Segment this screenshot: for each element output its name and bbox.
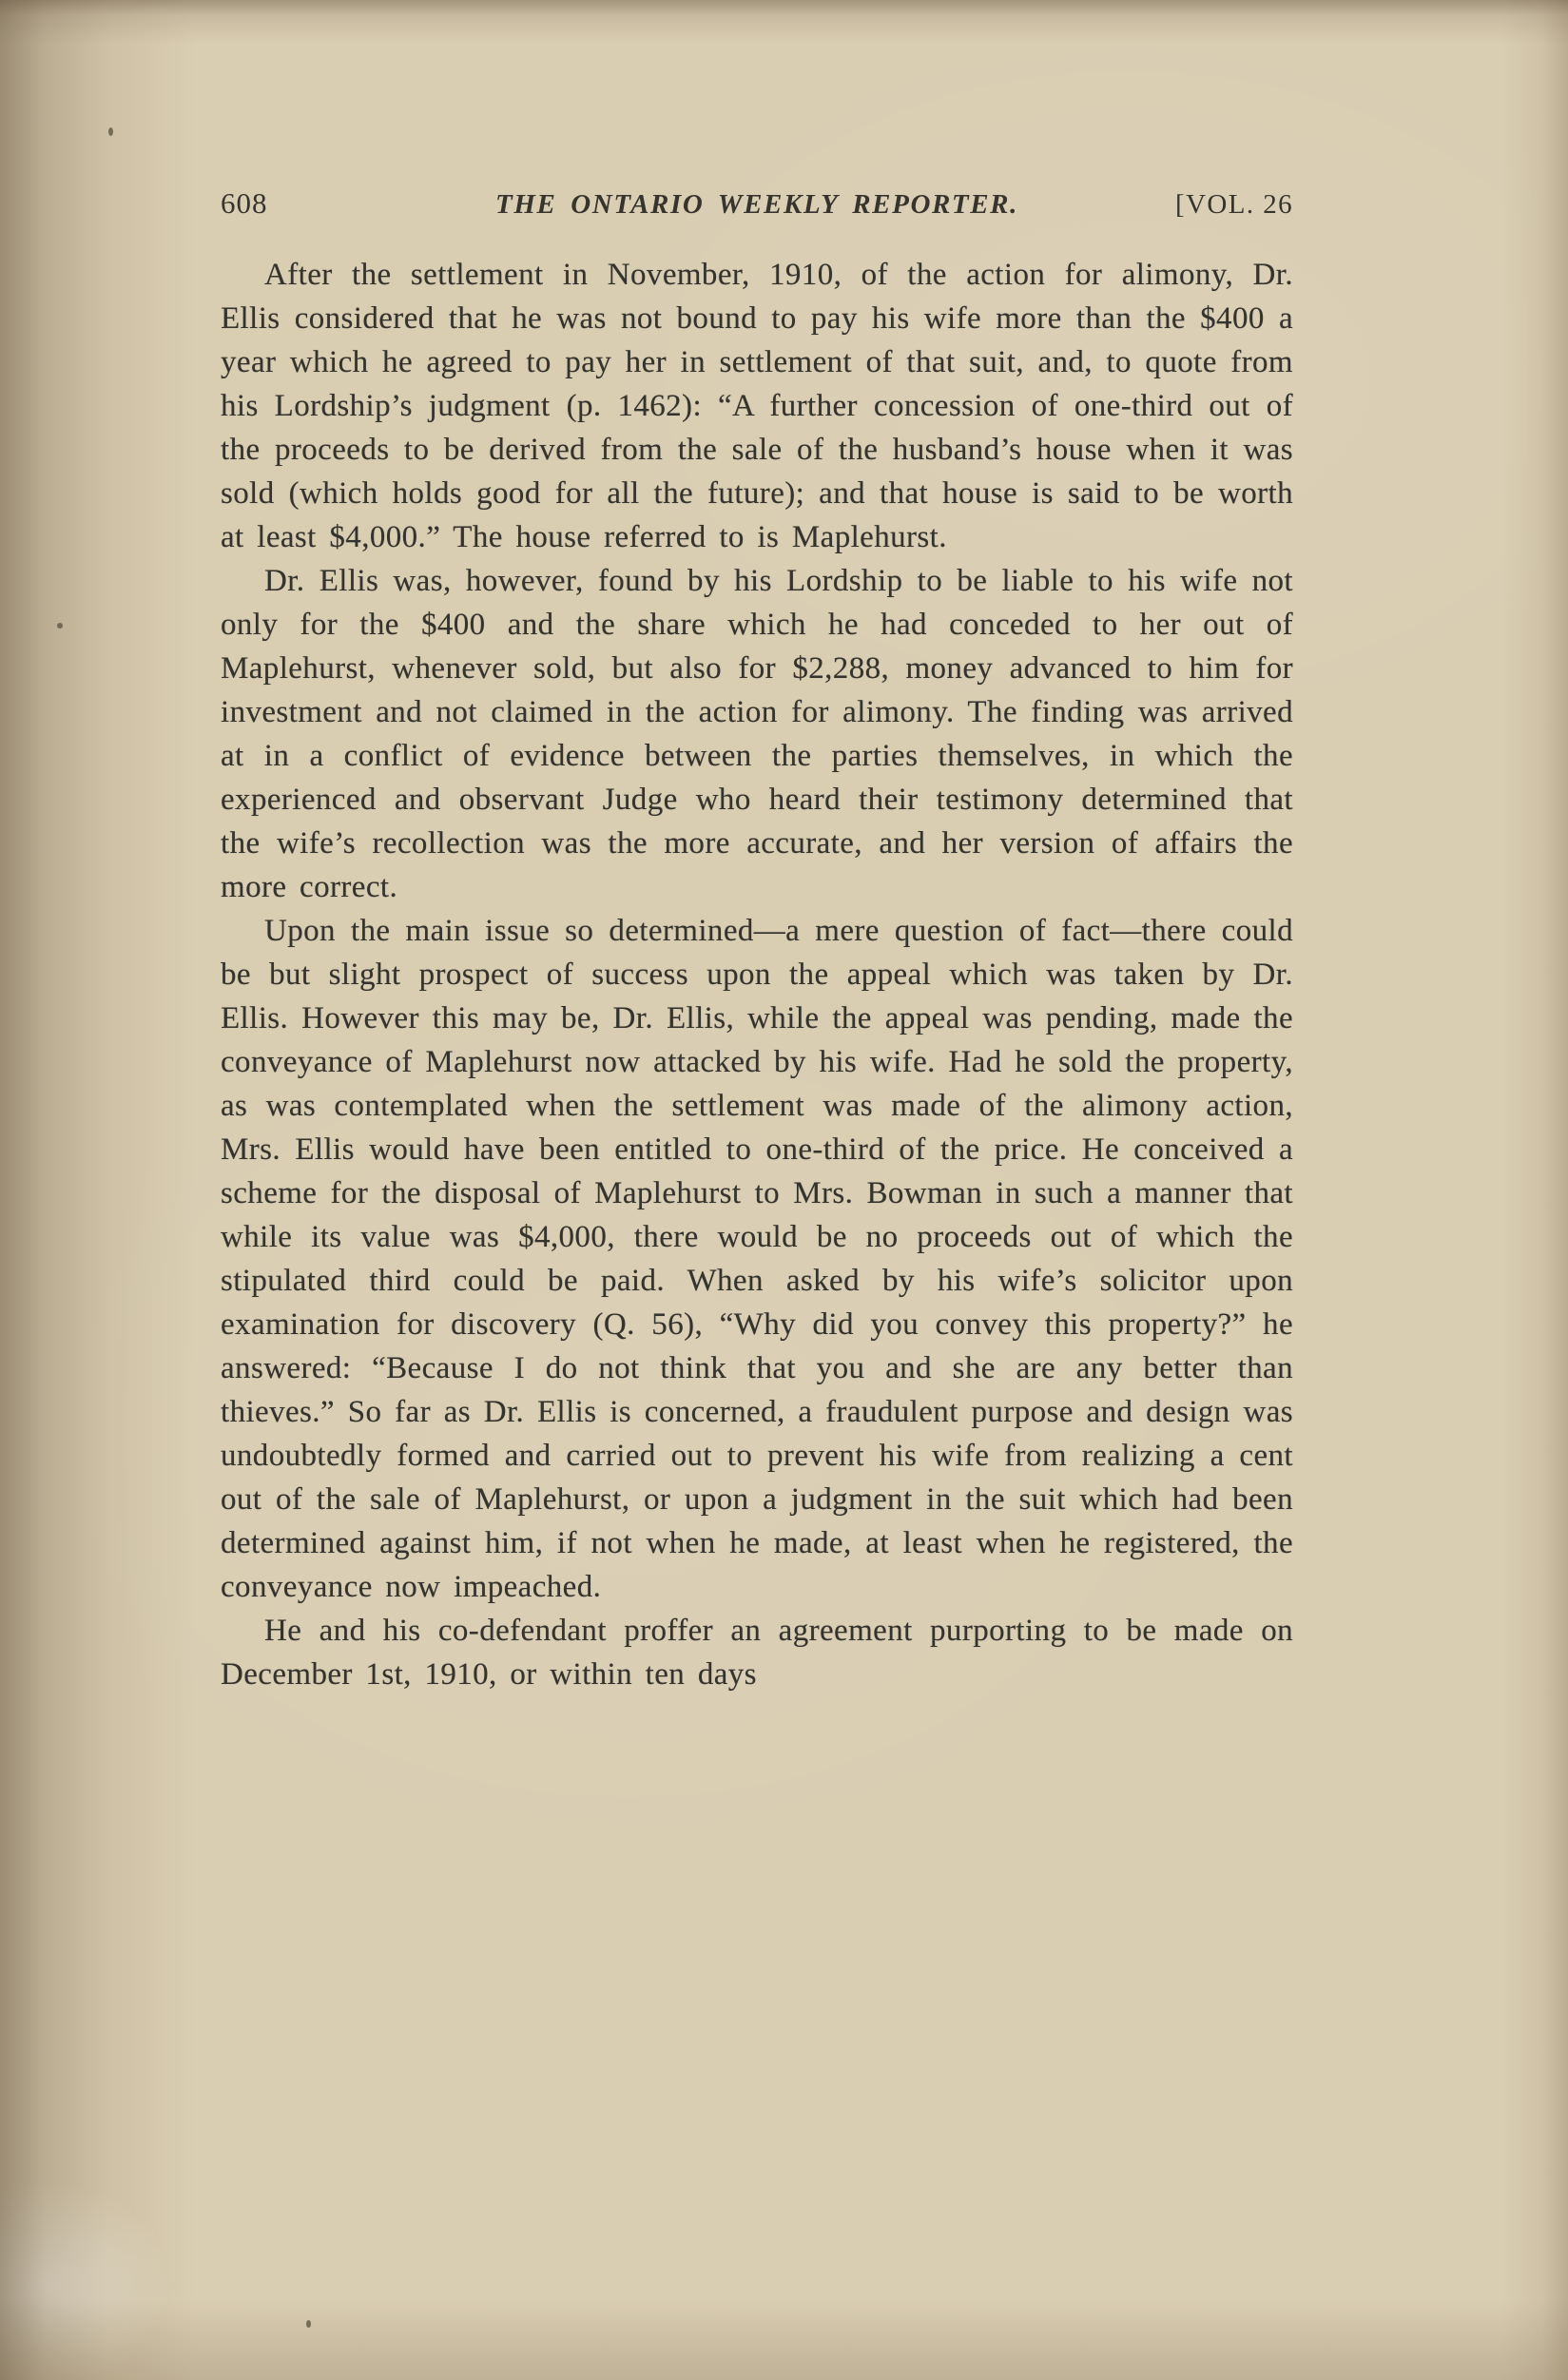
paragraph-settlement: After the settlement in November, 1910, of the action for alimony, Dr. Ellis considered that he was not bound to pay his wife more than the $400 a year which he agreed to pay her in settlement of that suit, and, to quote from his Lordship’s judgment (p. 1462): “A further concession of one-third out of the proceeds to be derived from the sale of the husband’s house when it was sold (which holds good for all the future); and that house is said to be worth at least $4,000.” The house referred to is Maplehurst. [221,258,1293,554]
content-column [221,186,1293,1696]
paragraph-fraudulent-conveyance: Upon the main issue so determined—a mere question of fact—there could be but slight prospect of success upon the appeal which was taken by Dr. Ellis. However this may be, Dr. Ellis, while the appeal was pending, made the conveyance of Maplehurst now attacked by his wife. Had he sold the property, as was contemplated when the settlement was made of the alimony action, Mrs. Ellis would have been entitled to one-third of the price. He conceived a scheme for the disposal of Maplehurst to Mrs. Bowman in such a manner that while its value was $4,000, there would be no proceeds out of which the stipulated third could be paid. When asked by his wife’s solicitor upon examination for discovery (Q. 56), “Why did you convey this property?” he answered: “Because I do not think that you and she are any better than thieves.” So far as Dr. Ellis is concerned, a fraudulent purpose and design was undoubtedly formed and carried out to prevent his wife from realizing a cent out of the sale of Maplehurst, or upon a judgment in the suit which had been determined against him, if not when he made, at least when he registered, the conveyance now impeached. [221,914,1293,1604]
paragraph-liability-finding: Dr. Ellis was, however, found by his Lordship to be liable to his wife not only for the $400 and the share which he had conceded to her out of Maplehurst, whenever sold, but also for $2,288, money advanced to him for investment and not claimed in the action for alimony. The finding was arrived at in a conflict of evidence between the parties themselves, in which the experienced and observant Judge who heard their testimony determined that the wife’s recollection was the more accurate, and her version of affairs the more correct. [221,564,1293,904]
paragraph-agreement: He and his co-defendant proffer an agreement purporting to be made on December 1st, 1910, or within ten days [221,1614,1293,1692]
scan-speck [306,2320,311,2328]
page-body [221,253,1293,1696]
scan-speck [57,623,63,629]
page-header [221,186,1293,221]
page-number: 608 [221,186,268,220]
running-title: THE ONTARIO WEEKLY REPORTER. [495,189,1018,220]
scan-speck [108,127,113,136]
volume-label: [VOL. 26 [1175,189,1293,220]
